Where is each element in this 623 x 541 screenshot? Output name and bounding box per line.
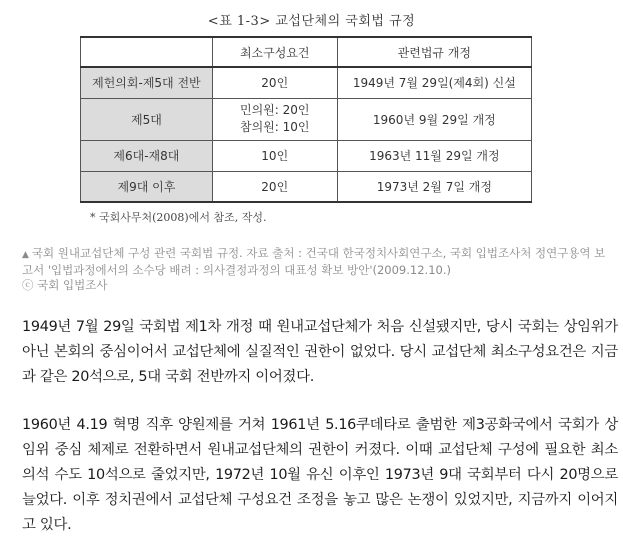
caption-text: 국회 원내교섭단체 구성 관련 국회법 규정. 자료 출처 : 건국대 한국정치사회연구소, 국회 입법조사처 정연구용역 보고서 '입법과정에서의 소수당 배려 : 의사결정과정의 대표성 확보 방안'(2009.12.10.) xyxy=(22,246,606,277)
revision-cell: 1963년 11월 29일 개정 xyxy=(337,140,531,171)
requirement-cell: 20인 xyxy=(212,171,337,202)
table-row xyxy=(81,98,532,140)
figure-image xyxy=(0,0,623,240)
image-caption xyxy=(22,246,612,293)
requirement-cell xyxy=(212,98,337,140)
article-paragraph: 1960년 4.19 혁명 직후 양원제를 거쳐 1961년 5.16쿠데타로 출범한 제3공화국에서 국회가 상임위 중심 체제로 전환하면서 원내교섭단체의 권한이 커졌다. 이때 교섭단체 구성에 필요한 최소 의석 수도 10석으로 줄었지만, 1972년 10월 유신 이후인 1973년 9대 국회부터 다시 20명으로 늘었다. 이후 정치권에서 교섭단체 구성요건 조정을 놓고 많은 논쟁이 있었지만, 지금까지 이어지고 있다. xyxy=(22,417,618,533)
table-source-note: * 국회사무처(2008)에서 참조, 작성. xyxy=(90,211,267,224)
requirement-cell: 10인 xyxy=(212,140,337,171)
period-cell: 제헌의회-제5대 전반 xyxy=(81,67,213,98)
table-title: <표 1-3> 교섭단체의 국회법 규정 xyxy=(207,14,416,29)
header-cell-empty xyxy=(81,37,213,67)
revision-cell: 1973년 2월 7일 개정 xyxy=(337,171,531,202)
requirement-line: 참의원: 10인 xyxy=(239,120,310,134)
period-cell: 제6대-재8대 xyxy=(81,140,213,171)
revision-cell: 1949년 7월 29일(제4회) 신설 xyxy=(337,67,531,98)
requirement-cell: 20인 xyxy=(212,67,337,98)
header-cell-requirement: 최소구성요건 xyxy=(212,37,337,67)
table-row xyxy=(81,140,532,171)
requirement-line: 민의원: 20인 xyxy=(239,103,310,117)
period-cell: 제5대 xyxy=(81,98,213,140)
caption-copyright: ⓒ 국회 입법조사 xyxy=(22,278,108,292)
header-cell-revision: 관련법규 개정 xyxy=(337,37,531,67)
period-cell: 제9대 이후 xyxy=(81,171,213,202)
table-header-row xyxy=(81,37,532,67)
triangle-up-icon: ▲ xyxy=(22,250,29,260)
rules-table xyxy=(80,36,532,203)
table-row xyxy=(81,171,532,202)
article-paragraph: 1949년 7월 29일 국회법 제1차 개정 때 원내교섭단체가 처음 신설됐지만, 당시 국회는 상임위가 아닌 본회의 중심이어서 교섭단체에 실질적인 권한이 없었다. 당시 교섭단체 최소구성요건은 지금과 같은 20석으로, 5대 국회 전반까지 이어졌다. xyxy=(22,319,618,385)
revision-cell: 1960년 9월 29일 개정 xyxy=(337,98,531,140)
table-row xyxy=(81,67,532,98)
